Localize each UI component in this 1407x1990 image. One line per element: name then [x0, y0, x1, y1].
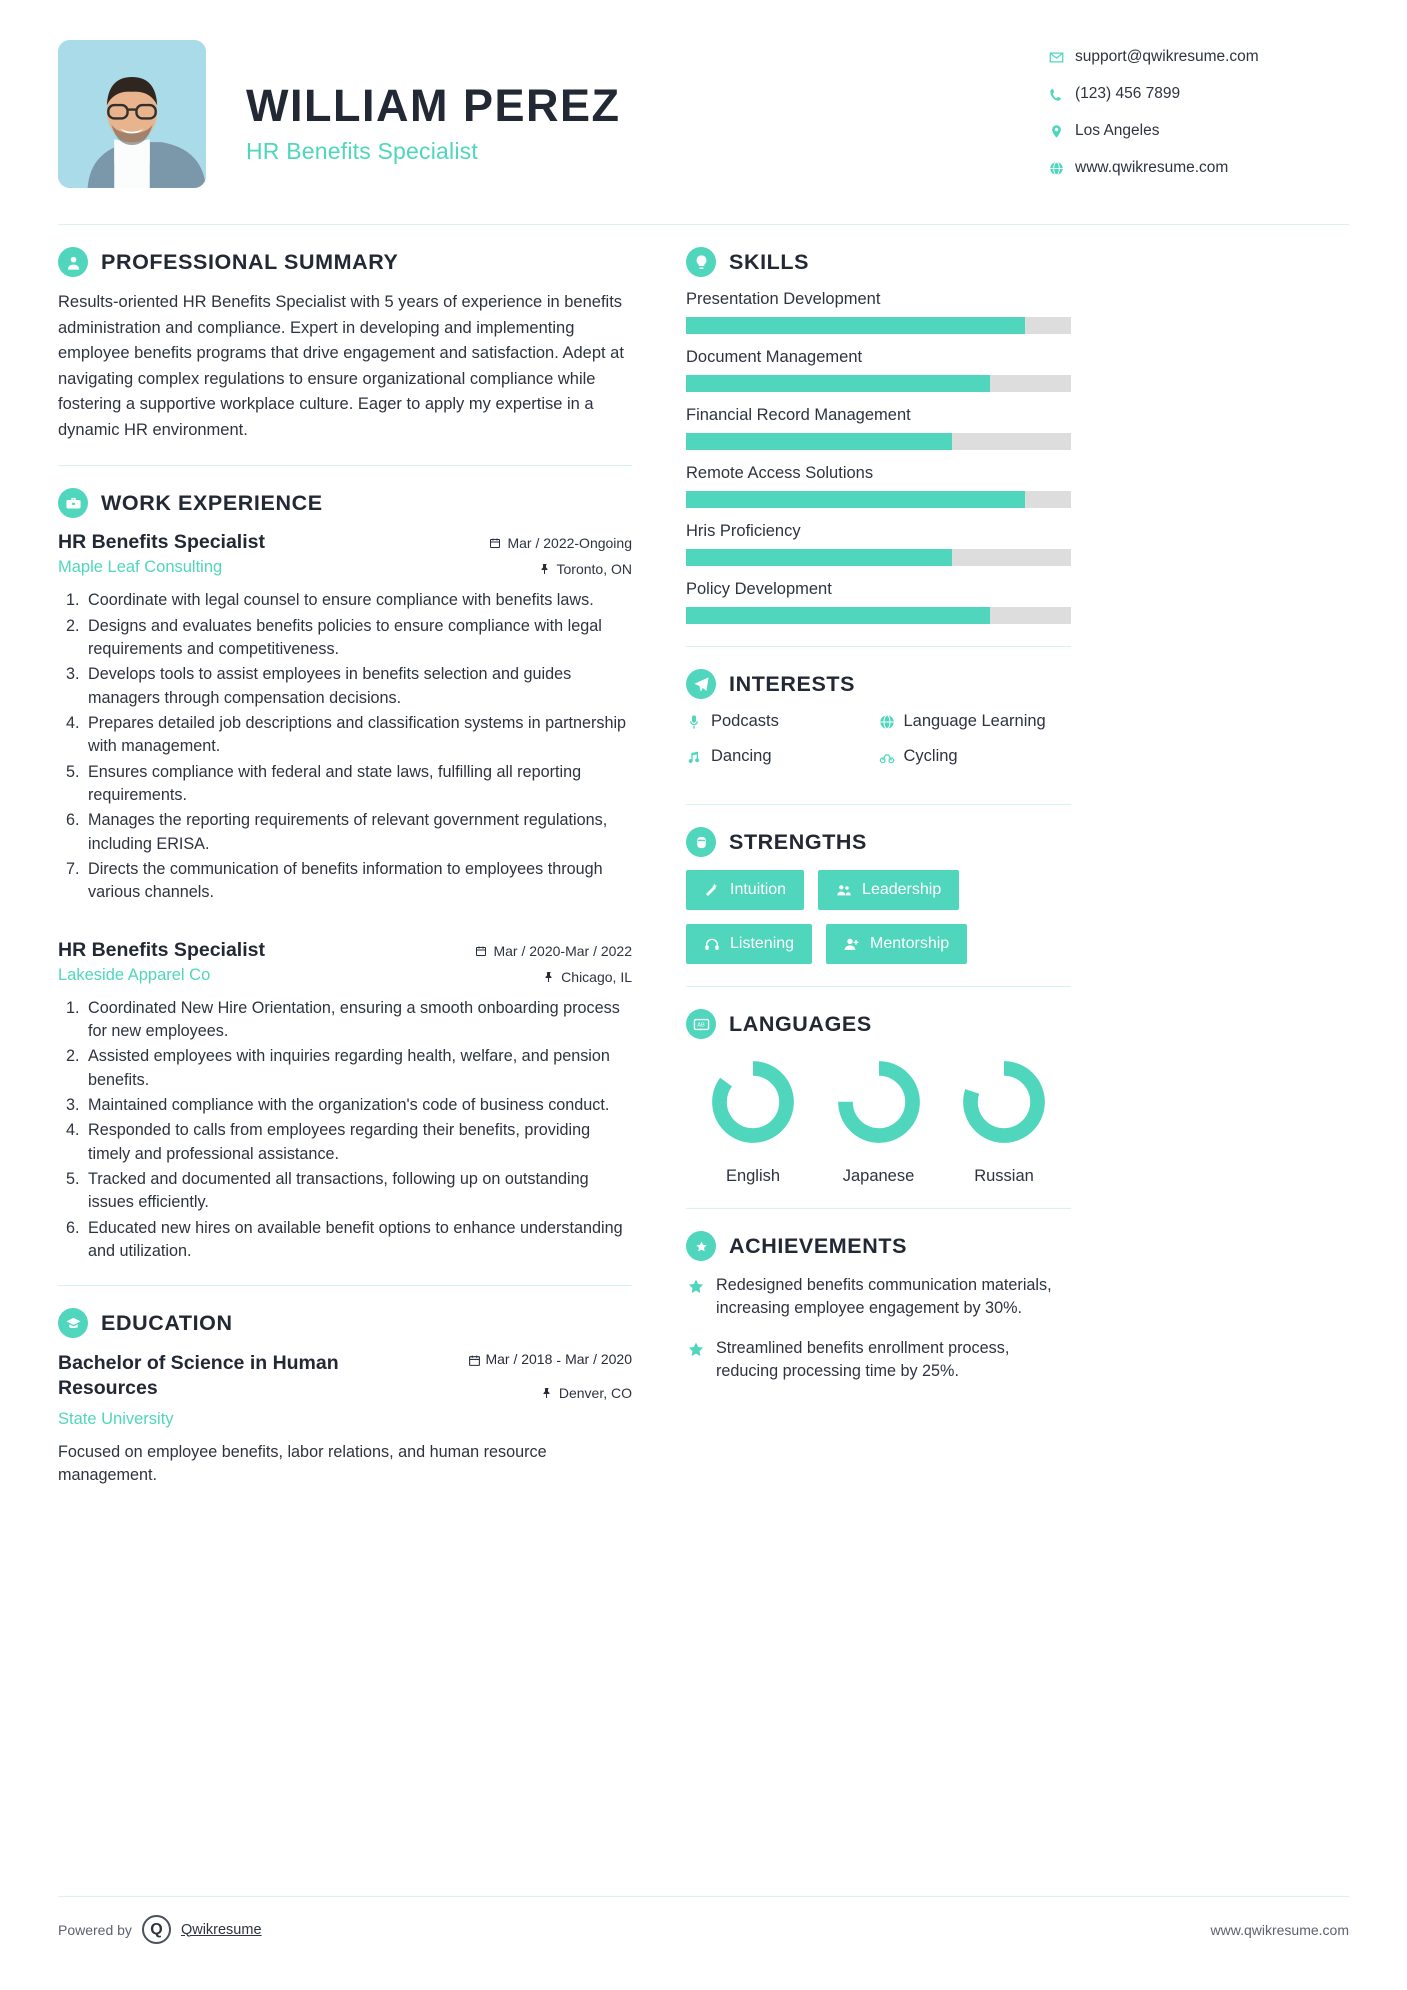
microphone-icon: [686, 714, 702, 730]
language-card-icon: [686, 1009, 716, 1039]
education-degree: Bachelor of Science in Human Resources: [58, 1352, 339, 1399]
section-title-strengths: STRENGTHS: [729, 829, 867, 854]
skill-item: [686, 406, 1071, 450]
interest-label: Language Learning: [903, 712, 1046, 730]
user-plus-icon: [844, 936, 860, 952]
interest-label: Cycling: [903, 747, 958, 765]
contact-location-text: Los Angeles: [1075, 122, 1160, 139]
lightbulb-icon: [686, 247, 716, 277]
header-divider: [58, 224, 1349, 225]
section-title-achievements: ACHIEVEMENTS: [729, 1233, 908, 1258]
candidate-role: HR Benefits Specialist: [246, 138, 478, 165]
pin-icon: [539, 563, 551, 575]
education-dash: -: [556, 1352, 562, 1368]
job-company: Lakeside Apparel Co: [58, 965, 211, 984]
envelope-icon: [1049, 50, 1075, 65]
skill-item: [686, 348, 1071, 392]
summary-divider: [58, 465, 632, 466]
job-entry: [58, 939, 632, 1264]
education-start: Mar / 2018: [485, 1351, 553, 1368]
skills-divider: [686, 646, 1071, 647]
skill-fill: [686, 607, 990, 624]
strength-chip: [818, 870, 959, 910]
bicycle-icon: [879, 749, 895, 765]
section-header-education: [58, 1308, 632, 1338]
location-pin-icon: [1049, 124, 1075, 139]
education-meta: [468, 1351, 632, 1401]
duty-item: 2. Designs and evaluates benefits policies to ensure compliance with legal requirements and competitiveness.: [84, 615, 632, 662]
work-divider: [58, 1285, 632, 1286]
interests-list: [686, 712, 1071, 782]
left-column: [58, 247, 658, 1488]
skill-track: [686, 607, 1071, 624]
contact-location: [1049, 122, 1349, 140]
duty-item: 5. Ensures compliance with federal and state laws, fulfilling all reporting requirements.: [84, 761, 632, 808]
strengths-list: [686, 870, 1071, 964]
skill-name: Policy Development: [686, 580, 832, 598]
skill-fill: [686, 317, 1025, 334]
duty-item: 4. Responded to calls from employees regarding their benefits, providing timely and professional assistance.: [84, 1119, 632, 1166]
globe-icon: [879, 714, 895, 730]
language-name: Russian: [974, 1167, 1034, 1185]
skill-track: [686, 491, 1071, 508]
right-column: [658, 247, 1071, 1488]
section-header-summary: [58, 247, 632, 277]
section-header-achievements: [686, 1231, 1071, 1261]
phone-icon: [1049, 87, 1075, 102]
skill-item: [686, 580, 1071, 624]
education-location: [468, 1385, 632, 1401]
skill-track: [686, 549, 1071, 566]
duty-item: 1. Coordinated New Hire Orientation, ensuring a smooth onboarding process for new employees.: [84, 997, 632, 1044]
duty-item: 2. Assisted employees with inquiries regarding health, welfare, and pension benefits.: [84, 1045, 632, 1092]
skill-fill: [686, 433, 952, 450]
headphones-icon: [704, 936, 720, 952]
job-header: [58, 939, 632, 985]
users-icon: [836, 882, 852, 898]
job-company: Maple Leaf Consulting: [58, 558, 223, 577]
strength-chip: [686, 870, 804, 910]
language-item: [820, 1058, 938, 1186]
job-spacer: [58, 911, 632, 939]
job-title: HR Benefits Specialist: [58, 531, 265, 554]
page-footer: [58, 1896, 1349, 1944]
job-location-text: Toronto, ON: [556, 561, 632, 578]
svg-text:AB: AB: [696, 1022, 705, 1029]
job-dates-text: Mar / 2022-Ongoing: [507, 535, 632, 552]
duty-item: 3. Maintained compliance with the organization's code of business conduct.: [84, 1094, 632, 1117]
language-ring: [709, 1058, 797, 1146]
graduation-cap-icon: [58, 1308, 88, 1338]
contact-email-text: support@qwikresume.com: [1075, 48, 1259, 65]
skill-track: [686, 317, 1071, 334]
strength-label: Listening: [730, 935, 795, 952]
contact-phone[interactable]: [1049, 85, 1349, 103]
section-header-skills: [686, 247, 1071, 277]
job-meta: [475, 939, 632, 985]
skill-name: Presentation Development: [686, 290, 881, 308]
strength-label: Mentorship: [870, 935, 950, 952]
section-title-skills: SKILLS: [729, 249, 810, 274]
content-columns: [58, 247, 1349, 1488]
interest-item: [686, 747, 879, 766]
education-description: Focused on employee benefits, labor relations, and human resource management.: [58, 1443, 547, 1485]
fist-icon: [686, 827, 716, 857]
interests-divider: [686, 804, 1071, 805]
skill-track: [686, 433, 1071, 450]
resume-header: [58, 0, 1349, 196]
skill-name: Document Management: [686, 348, 863, 366]
skill-track: [686, 375, 1071, 392]
duty-item: 5. Tracked and documented all transactions, following up on outstanding issues efficiently.: [84, 1168, 632, 1215]
language-name: English: [725, 1167, 781, 1185]
education-end: Mar / 2020: [565, 1351, 632, 1368]
section-title-languages: LANGUAGES: [729, 1011, 872, 1036]
summary-text: Results-oriented HR Benefits Specialist with 5 years of experience in benefits administration and compliance. Expert in developing and implementing employee benefits programs that drive engagement and satisfaction. Adept at navigating complex regulations to ensure organizational compliance while fostering a supportive workplace culture. Eager to apply my expertise in a dynamic HR environment.: [58, 293, 624, 439]
paper-plane-icon: [686, 669, 716, 699]
job-duties: [84, 997, 632, 1264]
interest-item: [686, 712, 879, 731]
interest-label: Dancing: [711, 747, 772, 765]
strengths-divider: [686, 986, 1071, 987]
powered-by-label: Powered by: [58, 1921, 132, 1938]
qwikresume-logo-icon: Q: [142, 1915, 171, 1944]
strength-chip: [686, 924, 812, 964]
briefcase-icon: [58, 488, 88, 518]
music-note-icon: [686, 749, 702, 765]
duty-item: 6. Manages the reporting requirements of relevant government regulations, including ERISA.: [84, 809, 632, 856]
duty-item: 6. Educated new hires on available benefit options to enhance understanding and utilization.: [84, 1217, 632, 1264]
section-title-summary: PROFESSIONAL SUMMARY: [101, 249, 399, 274]
language-item: [945, 1058, 1063, 1186]
languages-list: [686, 1052, 1071, 1186]
job-header: [58, 531, 632, 577]
profile-photo: [58, 40, 206, 188]
contact-website[interactable]: [1049, 159, 1349, 177]
contact-email[interactable]: [1049, 48, 1349, 66]
skill-name: Remote Access Solutions: [686, 464, 874, 482]
education-entry: [58, 1351, 632, 1429]
star-icon: [686, 1337, 716, 1384]
strength-label: Intuition: [730, 881, 787, 898]
section-title-interests: INTERESTS: [729, 671, 856, 696]
education-dates: [468, 1351, 632, 1369]
section-header-languages: [686, 1009, 1071, 1039]
achievement-item: [686, 1337, 1071, 1384]
job-location-text: Chicago, IL: [561, 968, 632, 985]
contact-website-text: www.qwikresume.com: [1075, 159, 1229, 176]
language-ring: [835, 1058, 923, 1146]
duty-item: 4. Prepares detailed job descriptions and classification systems in partnership with management.: [84, 712, 632, 759]
languages-divider: [686, 1208, 1071, 1209]
star-badge-icon: [686, 1231, 716, 1261]
job-entry: [58, 531, 632, 904]
footer-site[interactable]: www.qwikresume.com: [1210, 1921, 1349, 1938]
magic-wand-icon: [704, 882, 720, 898]
education-location-text: Denver, CO: [558, 1384, 632, 1401]
contact-phone-text: (123) 456 7899: [1075, 85, 1181, 102]
job-title: HR Benefits Specialist: [58, 938, 265, 961]
contact-list: [1049, 40, 1349, 196]
job-duties: [84, 589, 632, 904]
footer-branding: [58, 1915, 262, 1944]
section-title-work: WORK EXPERIENCE: [101, 490, 323, 515]
job-location: [475, 969, 632, 985]
globe-icon: [1049, 161, 1075, 176]
skill-item: [686, 522, 1071, 566]
skill-item: [686, 290, 1071, 334]
interest-label: Podcasts: [711, 712, 779, 730]
skill-name: Financial Record Management: [686, 406, 911, 424]
language-name: Japanese: [842, 1167, 915, 1185]
skill-fill: [686, 549, 952, 566]
calendar-icon: [475, 945, 487, 957]
section-header-work: [58, 488, 632, 518]
section-header-strengths: [686, 827, 1071, 857]
user-circle-icon: [58, 247, 88, 277]
education-school: State University: [58, 1410, 174, 1428]
name-block: [206, 40, 1049, 165]
strength-chip: [826, 924, 967, 964]
job-location: [489, 561, 632, 577]
pin-icon: [543, 971, 555, 983]
strength-label: Leadership: [862, 881, 942, 898]
job-dates: [489, 535, 632, 551]
job-dates-text: Mar / 2020-Mar / 2022: [493, 942, 632, 959]
qwikresume-link[interactable]: Qwikresume: [180, 1921, 262, 1938]
achievement-text: Redesigned benefits communication materials, increasing employee engagement by 30%.: [716, 1276, 1052, 1318]
calendar-icon: [489, 537, 501, 549]
language-item: [694, 1058, 812, 1186]
section-header-interests: [686, 669, 1071, 699]
skill-name: Hris Proficiency: [686, 522, 801, 540]
language-ring: [960, 1058, 1048, 1146]
calendar-icon: [468, 1354, 481, 1367]
job-meta: [489, 531, 632, 577]
section-title-education: EDUCATION: [101, 1310, 233, 1335]
interest-item: [879, 747, 1072, 766]
skill-fill: [686, 375, 990, 392]
duty-item: 7. Directs the communication of benefits information to employees through various channels.: [84, 858, 632, 905]
duty-item: 1. Coordinate with legal counsel to ensure compliance with benefits laws.: [84, 589, 632, 612]
achievement-text: Streamlined benefits enrollment process, reducing processing time by 25%.: [716, 1338, 1010, 1380]
achievement-item: [686, 1274, 1071, 1321]
pin-icon: [541, 1387, 553, 1399]
candidate-name: WILLIAM PEREZ: [246, 80, 621, 131]
skill-fill: [686, 491, 1025, 508]
job-dates: [475, 943, 632, 959]
star-icon: [686, 1274, 716, 1321]
skill-item: [686, 464, 1071, 508]
duty-item: 3. Develops tools to assist employees in benefits selection and guides managers through compensation decisions.: [84, 663, 632, 710]
interest-item: [879, 712, 1072, 731]
